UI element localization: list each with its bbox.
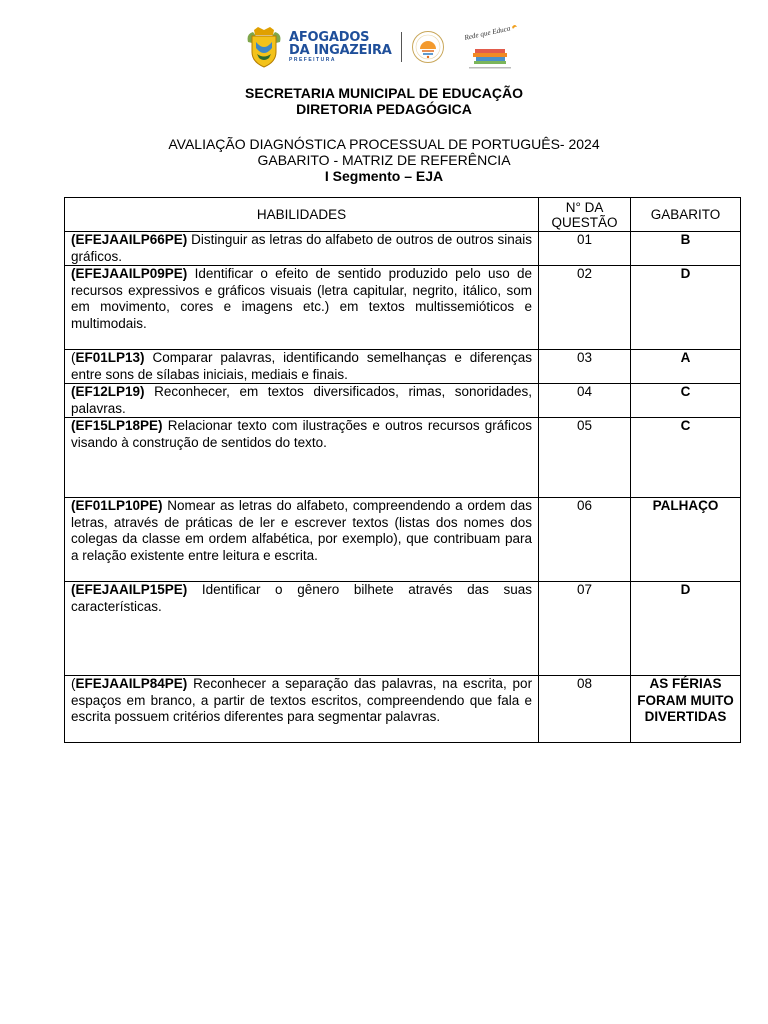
table-row <box>65 384 741 418</box>
skill-code: (EF15LP18PE) <box>71 418 163 433</box>
prefeitura-logo <box>244 26 392 68</box>
skill-text: Identificar o gênero bilhete através das suas características. <box>71 582 533 614</box>
skill-text: Reconhecer, em textos diversificados, rimas, sonoridades, palavras. <box>71 384 533 416</box>
table-row <box>65 418 741 498</box>
logo-divider <box>401 32 402 62</box>
table-row <box>65 582 741 676</box>
logo-line-2: DA INGAZEIRA <box>289 43 392 58</box>
evaluation-title: AVALIAÇÃO DIAGNÓSTICA PROCESSUAL DE PORTUGUÊS- 2024 <box>168 136 600 152</box>
sun-badge-icon <box>411 30 445 64</box>
logo-line-3: PREFEITURA <box>289 57 336 63</box>
skill-code: EFEJAAILP84PE) <box>75 676 188 691</box>
secretaria-title: SECRETARIA MUNICIPAL DE EDUCAÇÃO <box>245 85 523 101</box>
question-number: 07 <box>539 582 631 676</box>
table-row <box>65 232 741 266</box>
col-header-habilidades: HABILIDADES <box>65 198 539 232</box>
books-brand-icon <box>463 23 521 71</box>
answer-cell: B <box>631 232 741 266</box>
answer-cell: D <box>631 266 741 350</box>
header-block <box>0 85 768 117</box>
answer-cell: D <box>631 582 741 676</box>
skill-cell <box>65 676 539 743</box>
skill-code: (EF01LP10PE) <box>71 498 163 513</box>
skill-text: Reconhecer a separação das palavras, na escrita, por espaços em branco, a partir de textos escritos, compreendendo que fala e escrita possuem critérios diferentes para segmentar palavras. <box>71 676 533 724</box>
diretoria-title: DIRETORIA PEDAGÓGICA <box>296 101 472 117</box>
header-logos <box>244 22 534 72</box>
col-header-gabarito: GABARITO <box>631 198 741 232</box>
city-crest-icon <box>244 26 284 68</box>
table-row <box>65 350 741 384</box>
skill-cell <box>65 266 539 350</box>
table-row <box>65 676 741 743</box>
question-number: 08 <box>539 676 631 743</box>
answer-cell: C <box>631 418 741 498</box>
question-number: 03 <box>539 350 631 384</box>
skill-code: (EFEJAAILP15PE) <box>71 582 188 597</box>
skill-text: Distinguir as letras do alfabeto de outros de outros sinais gráficos. <box>71 232 533 264</box>
answer-cell: PALHAÇO <box>631 498 741 582</box>
skill-cell <box>65 350 539 384</box>
table-header-row <box>65 198 741 232</box>
gabarito-subtitle: GABARITO - MATRIZ DE REFERÊNCIA <box>257 152 511 168</box>
skill-text: Comparar palavras, identificando semelhanças e diferenças entre sons de sílabas iniciais, mediais e finais. <box>71 350 533 382</box>
question-number: 04 <box>539 384 631 418</box>
skill-cell <box>65 232 539 266</box>
skill-code: (EFEJAAILP66PE) <box>71 232 188 247</box>
question-number: 01 <box>539 232 631 266</box>
logo-line-1: AFOGADOS <box>289 30 370 45</box>
question-number: 05 <box>539 418 631 498</box>
answer-key-table <box>64 197 741 743</box>
skill-cell <box>65 384 539 418</box>
skill-text: Nomear as letras do alfabeto, compreendendo a ordem das letras, através de práticas de ler e escrever textos (listas dos nomes dos colegas da classe em ordem alfabética, por exemplo), que contribuam para a relação existente entre leitura e escrita. <box>71 498 533 563</box>
answer-cell: A <box>631 350 741 384</box>
skill-code: EF01LP13) <box>75 350 145 365</box>
skill-cell <box>65 582 539 676</box>
evaluation-block <box>0 136 768 184</box>
brand-tagline: Rede que Educa <box>463 24 511 42</box>
skill-text: Identificar o efeito de sentido produzido pelo uso de recursos expressivos e gráficos visuais (letra capitular, negrito, itálico, som em movimento, cores e imagens etc.) em textos multissemióticos e multimodais. <box>71 266 533 331</box>
skill-prefix: ( <box>71 676 76 691</box>
skill-cell <box>65 418 539 498</box>
question-number: 06 <box>539 498 631 582</box>
table-row <box>65 498 741 582</box>
skill-prefix: ( <box>71 350 76 365</box>
skill-cell <box>65 498 539 582</box>
answer-cell: AS FÉRIAS FORAM MUITO DIVERTIDAS <box>631 676 741 743</box>
table-row <box>65 266 741 350</box>
skill-text: Relacionar texto com ilustrações e outros recursos gráficos visando à construção de sentidos do texto. <box>71 418 533 450</box>
segment-label: I Segmento – EJA <box>324 168 444 184</box>
skill-code: (EFEJAAILP09PE) <box>71 266 188 281</box>
answer-cell: C <box>631 384 741 418</box>
col-header-questao: N° DA QUESTÃO <box>539 198 631 232</box>
skill-code: (EF12LP19) <box>71 384 145 399</box>
question-number: 02 <box>539 266 631 350</box>
